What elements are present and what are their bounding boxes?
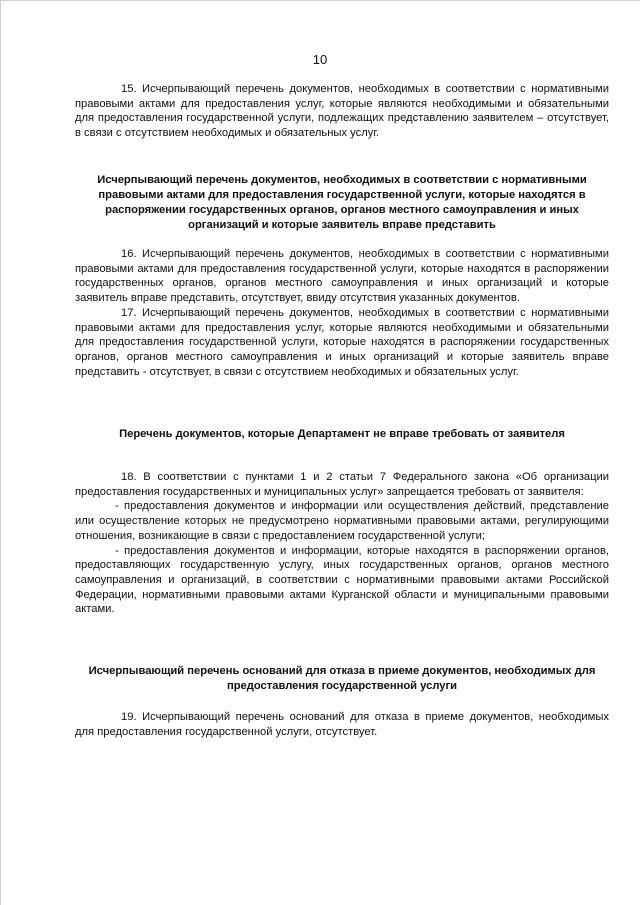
page-number: 10 (312, 52, 328, 67)
paragraph-18-item-1: - предоставления документов и информации или осуществления действий, представление или осуществление которых не предусмотрено нормативными правовыми актами, регулирующими отношения, возникающие в связи с предоставлением государственной услуги; (75, 500, 609, 542)
paragraph-15-block (75, 82, 609, 141)
paragraph-19: 19. Исчерпывающий перечень оснований для отказа в приеме документов, необходимых для предоставления государственной услуги, отсутствует. (75, 711, 609, 738)
heading-documents-in-possession: Исчерпывающий перечень документов, необходимых в соответствии с нормативными правовыми актами для предоставления государственной услуги, которые находятся в распоряжении государственных органов, органов местного самоуправления и иных организаций и которые заявитель вправе представить (97, 174, 587, 231)
heading-refusal-grounds: Исчерпывающий перечень оснований для отказа в приеме документов, необходимых для предоставления государственной услуги (88, 665, 596, 692)
paragraph-18-block (75, 470, 609, 617)
paragraph-19-block (75, 710, 609, 739)
paragraph-17: 17. Исчерпывающий перечень документов, необходимых в соответствии с нормативными правовыми актами для предоставления услуг, которые являются необходимыми и обязательными для предоставления государственной услуги, которые находятся в распоряжении государственных органов, органов местного самоуправления и иных организаций и которые заявитель вправе представить - отсутствует, в связи с отсутствием необходимых и обязательных услуг. (75, 306, 609, 378)
paragraph-16: 16. Исчерпывающий перечень документов, необходимых в соответствии с нормативными правовыми актами для предоставления государственной услуги, которые находятся в распоряжении государственных органов, органов местного самоуправления и иных организаций и которые заявитель вправе представить, отсутствует, ввиду отсутствия указанных документов. (75, 248, 609, 305)
paragraphs-16-17-block (75, 247, 609, 379)
paragraph-18-item-2: - предоставления документов и информации, которые находятся в распоряжении органов, предоставляющих государственную услугу, иных государственных органов, органов местного самоуправления и организаций, в соответствии с нормативными правовыми актами Российской Федерации, нормативными правовыми актами Курганской области и муниципальными правовыми актами. (75, 544, 609, 616)
paragraph-15: 15. Исчерпывающий перечень документов, необходимых в соответствии с нормативными правовыми актами для предоставления услуг, которые являются необходимыми и обязательными для предоставления государственной услуги, подлежащих представлению заявителем – отсутствует, в связи с отсутствием необходимых и обязательных услуг. (75, 83, 609, 140)
paragraph-18: 18. В соответствии с пунктами 1 и 2 статьи 7 Федерального закона «Об организации предоставления государственных и муниципальных услуг» запрещается требовать от заявителя: (75, 471, 609, 498)
heading-prohibited-documents: Перечень документов, которые Департамент не вправе требовать от заявителя (119, 428, 565, 440)
